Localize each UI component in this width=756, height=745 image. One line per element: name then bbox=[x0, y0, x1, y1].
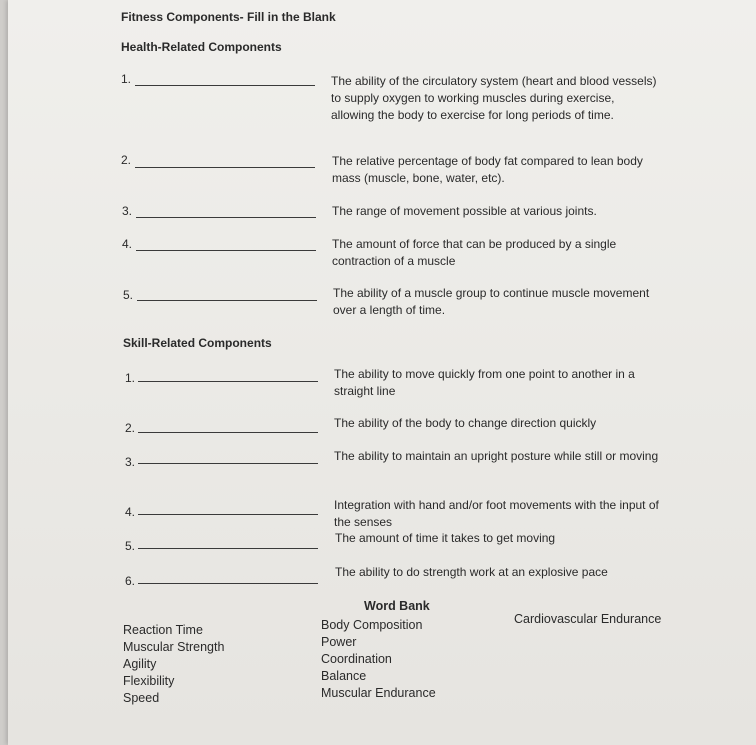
skill-item-number: 3. bbox=[125, 455, 136, 469]
skill-item-description: Integration with hand and/or foot movements with the input of the senses bbox=[334, 498, 659, 529]
skill-heading: Skill-Related Components bbox=[123, 336, 272, 350]
word-bank-column-3 bbox=[514, 611, 661, 628]
word-bank-term: Coordination bbox=[321, 652, 392, 666]
word-bank-term: Speed bbox=[123, 691, 160, 705]
skill-item-description: The amount of time it takes to get moving bbox=[335, 531, 556, 545]
health-item-number: 4. bbox=[122, 237, 133, 251]
word-bank-column-1 bbox=[123, 622, 224, 707]
answer-blank[interactable] bbox=[138, 432, 318, 433]
word-bank-heading: Word Bank bbox=[364, 599, 430, 613]
word-bank-term: Agility bbox=[123, 657, 157, 671]
answer-blank[interactable] bbox=[135, 85, 315, 86]
worksheet-title: Fitness Components- Fill in the Blank bbox=[121, 10, 336, 24]
skill-item-number: 5. bbox=[125, 539, 136, 553]
skill-item-number: 6. bbox=[125, 574, 136, 588]
skill-item-number: 2. bbox=[125, 421, 136, 435]
answer-blank[interactable] bbox=[136, 217, 316, 218]
answer-blank[interactable] bbox=[138, 381, 318, 382]
health-item-description: The ability of the circulatory system (heart and blood vessels) to supply oxygen to working muscles during exercise, allowing the body to exercise for long periods of time. bbox=[331, 74, 657, 122]
health-item-number: 1. bbox=[121, 72, 132, 86]
word-bank-column-2 bbox=[321, 617, 436, 702]
word-bank-term: Muscular Endurance bbox=[321, 686, 436, 700]
word-bank-term: Balance bbox=[321, 669, 367, 683]
answer-blank[interactable] bbox=[138, 548, 318, 549]
health-item-description: The amount of force that can be produced by a single contraction of a muscle bbox=[332, 237, 617, 268]
answer-blank[interactable] bbox=[138, 463, 318, 464]
answer-blank[interactable] bbox=[137, 300, 317, 301]
health-item-number: 5. bbox=[123, 288, 134, 302]
skill-item-number: 1. bbox=[125, 371, 136, 385]
health-item-number: 2. bbox=[121, 153, 132, 167]
answer-blank[interactable] bbox=[138, 514, 318, 515]
word-bank-term: Power bbox=[321, 635, 357, 649]
health-item-description: The ability of a muscle group to continue muscle movement over a length of time. bbox=[333, 286, 650, 317]
answer-blank[interactable] bbox=[136, 250, 316, 251]
health-item-description: The relative percentage of body fat compared to lean body mass (muscle, bone, water, etc). bbox=[332, 154, 643, 185]
health-item-description: The range of movement possible at various joints. bbox=[332, 204, 597, 218]
skill-item-description: The ability to maintain an upright posture while still or moving bbox=[334, 449, 659, 463]
skill-item-description: The ability to do strength work at an explosive pace bbox=[335, 565, 608, 579]
worksheet-page bbox=[8, 0, 756, 745]
word-bank-term: Body Composition bbox=[321, 618, 423, 632]
word-bank-term: Cardiovascular Endurance bbox=[514, 612, 662, 626]
answer-blank[interactable] bbox=[135, 167, 315, 168]
word-bank-term: Muscular Strength bbox=[123, 640, 225, 654]
skill-item-description: The ability of the body to change direction quickly bbox=[334, 416, 597, 430]
skill-item-description: The ability to move quickly from one point to another in a straight line bbox=[334, 367, 635, 398]
skill-item-number: 4. bbox=[125, 505, 136, 519]
answer-blank[interactable] bbox=[138, 583, 318, 584]
word-bank-term: Flexibility bbox=[123, 674, 175, 688]
word-bank-term: Reaction Time bbox=[123, 623, 203, 637]
health-heading: Health-Related Components bbox=[121, 40, 282, 54]
health-item-number: 3. bbox=[122, 204, 133, 218]
